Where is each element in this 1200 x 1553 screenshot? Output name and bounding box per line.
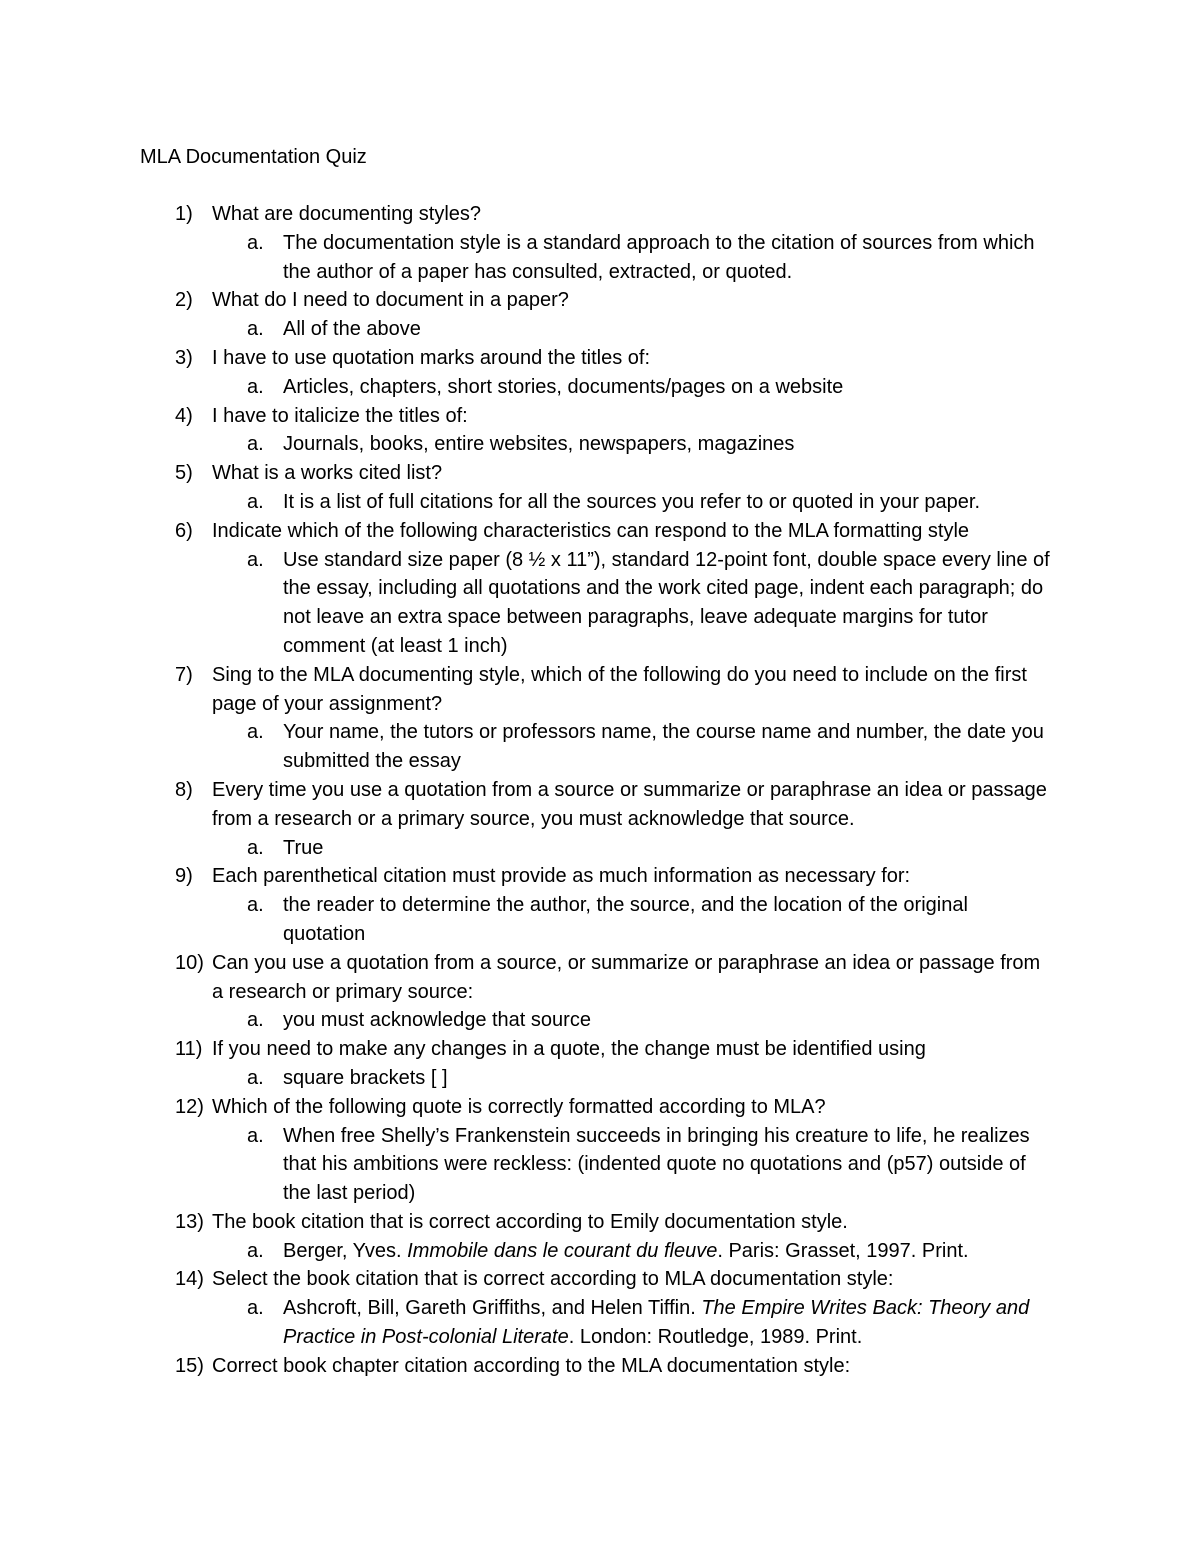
question-number: 4) [175, 404, 193, 427]
question-number: 3) [175, 346, 193, 369]
citation-title: Immobile dans le courant du fleuve [407, 1239, 718, 1262]
answer-text: It is a list of full citations for all the sources you refer to or quoted in your paper. [283, 490, 981, 513]
question-text: I have to use quotation marks around the titles of: [212, 346, 651, 369]
question-item [0, 459, 1052, 488]
answer-letter: a. [247, 433, 264, 456]
answer-item [0, 1294, 1053, 1352]
answer-text: All of the above [283, 318, 421, 341]
question-number: 8) [175, 778, 193, 801]
citation-publication: . London: Routledge, 1989. Print. [568, 1326, 863, 1349]
citation-title: The Empire Writes Back: Theory and Practice in Post-colonial Literate [283, 1297, 1030, 1349]
question-number: 7) [175, 663, 193, 686]
answer-letter: a. [247, 1124, 264, 1147]
question-text: If you need to make any changes in a quote, the change must be identified using [212, 1038, 926, 1061]
question-number: 10) [175, 951, 204, 974]
answer-letter: a. [247, 721, 264, 744]
answer-text: The documentation style is a standard approach to the citation of sources from which the author of a paper has consulted, extracted, or quoted. [283, 231, 1035, 283]
question-text: Each parenthetical citation must provide as much information as necessary for: [212, 865, 911, 888]
answer-text: Use standard size paper (8 ½ x 11”), standard 12-point font, double space every line of the essay, including all quotations and the work cited page, indent each paragraph; do not leave an extra space between paragraphs, leave adequate margins for tutor comment (at least 1 inch) [283, 548, 1050, 657]
answer-text [283, 1240, 969, 1262]
answer-item [0, 834, 1053, 863]
answer-letter: a. [247, 1239, 264, 1262]
question-number: 12) [175, 1095, 204, 1118]
answer-item [0, 1064, 1053, 1093]
question-text: What are documenting styles? [212, 203, 482, 225]
answer-text: True [283, 836, 324, 859]
question-item [0, 949, 1052, 1007]
answer-text: Your name, the tutors or professors name, the course name and number, the date you submitted the essay [283, 721, 1044, 773]
question-number: 1) [175, 203, 193, 225]
answer-item [0, 373, 1053, 402]
answer-item [0, 1006, 1053, 1035]
question-number: 9) [175, 865, 193, 888]
answer-item [0, 1237, 1053, 1266]
question-item [0, 862, 1052, 891]
question-item [0, 517, 1052, 546]
question-item [0, 344, 1052, 373]
question-item [0, 286, 1052, 315]
answer-letter: a. [247, 1066, 264, 1089]
citation-publication: . Paris: Grasset, 1997. Print. [717, 1239, 969, 1262]
question-item [0, 1035, 1052, 1064]
question-item [0, 200, 1052, 229]
question-item [0, 776, 1052, 834]
answer-item [0, 488, 1053, 517]
answer-item [0, 1122, 1053, 1208]
answer-text: you must acknowledge that source [283, 1009, 591, 1032]
citation-author: Berger, Yves. [283, 1239, 408, 1262]
question-item [0, 402, 1052, 431]
question-number: 14) [175, 1268, 204, 1291]
answer-letter: a. [247, 1009, 264, 1032]
question-text: Every time you use a quotation from a source or summarize or paraphrase an idea or passage from a research or a primary source, you must acknowledge that source. [212, 778, 1047, 830]
answer-letter: a. [247, 231, 264, 254]
answer-item [0, 430, 1053, 459]
page-title: MLA Documentation Quiz [140, 146, 367, 168]
answer-text: square brackets [ ] [283, 1066, 448, 1089]
question-number: 15) [175, 1354, 204, 1377]
question-text: Which of the following quote is correctly formatted according to MLA? [212, 1095, 826, 1118]
answer-letter: a. [247, 490, 264, 513]
answer-letter: a. [247, 548, 264, 571]
question-list [0, 200, 1200, 1381]
answer-text [283, 1297, 1029, 1348]
question-number: 11) [175, 1038, 203, 1061]
answer-text: Articles, chapters, short stories, documents/pages on a website [283, 375, 844, 398]
question-text: I have to italicize the titles of: [212, 404, 468, 427]
answer-item [0, 546, 1053, 661]
question-item [0, 1208, 1052, 1237]
question-text: Select the book citation that is correct according to MLA documentation style: [212, 1268, 894, 1291]
answer-letter: a. [247, 1297, 264, 1320]
question-text: Can you use a quotation from a source, or summarize or paraphrase an idea or passage from a research or primary source: [212, 951, 1041, 1003]
question-text: What is a works cited list? [212, 462, 443, 485]
question-number: 13) [175, 1210, 204, 1233]
answer-item [0, 315, 1053, 344]
answer-item [0, 718, 1053, 776]
question-item [0, 1093, 1052, 1122]
answer-letter: a. [247, 375, 264, 398]
question-number: 2) [175, 289, 193, 312]
question-item [0, 1265, 1052, 1294]
question-text: Correct book chapter citation according to the MLA documentation style: [212, 1354, 851, 1377]
question-text: The book citation that is correct according to Emily documentation style. [212, 1210, 848, 1233]
answer-item [0, 891, 1053, 949]
question-text: What do I need to document in a paper? [212, 289, 569, 312]
question-number: 5) [175, 462, 193, 485]
answer-letter: a. [247, 318, 264, 341]
answer-item [0, 229, 1053, 287]
question-number: 6) [175, 519, 193, 542]
answer-text: the reader to determine the author, the source, and the location of the original quotation [283, 894, 968, 945]
answer-text: When free Shelly’s Frankenstein succeeds in bringing his creature to life, he realizes that his ambitions were reckless: (indented quote no quotations and (p57) outside of the last period) [283, 1124, 1030, 1205]
question-text: Sing to the MLA documenting style, which of the following do you need to include on the first page of your assignment? [212, 663, 1027, 715]
answer-letter: a. [247, 836, 264, 859]
answer-letter: a. [247, 894, 264, 917]
answer-text: Journals, books, entire websites, newspapers, magazines [283, 433, 795, 456]
question-text: Indicate which of the following characteristics can respond to the MLA formatting style [212, 519, 970, 542]
question-item [0, 1352, 1052, 1381]
question-item [0, 661, 1052, 719]
citation-author: Ashcroft, Bill, Gareth Griffiths, and Helen Tiffin. [283, 1297, 702, 1320]
